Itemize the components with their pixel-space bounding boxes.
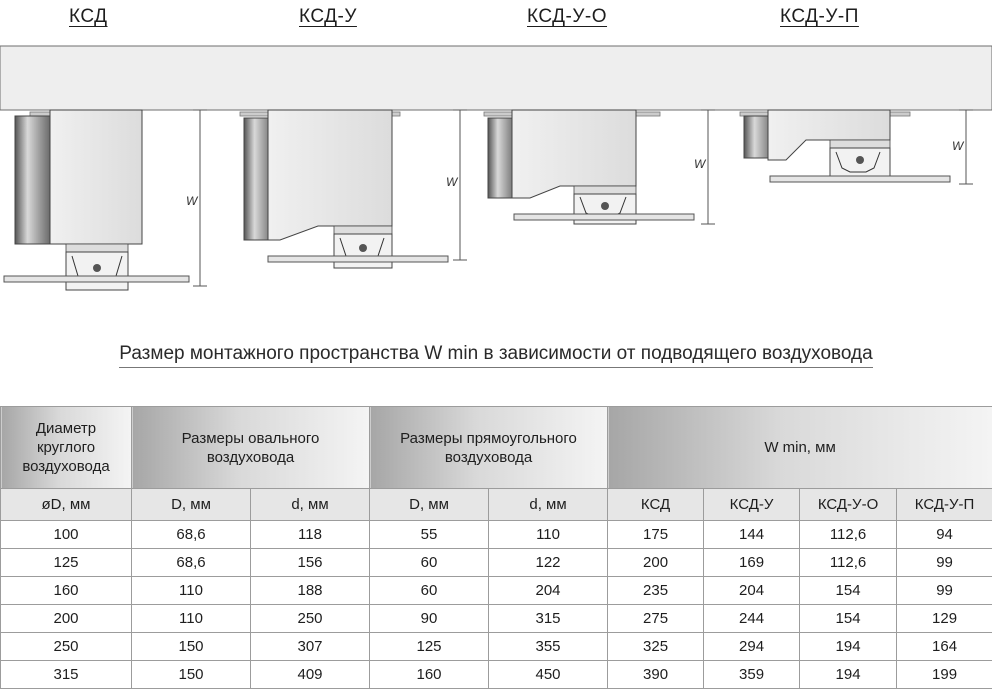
table-cell: 110 xyxy=(132,605,251,633)
table-cell: 144 xyxy=(704,521,800,549)
table-cell: 68,6 xyxy=(132,521,251,549)
ceiling-slab xyxy=(0,46,992,110)
table-cell: 154 xyxy=(800,577,897,605)
table-cell: 156 xyxy=(251,549,370,577)
unit-ksd-u-p xyxy=(740,110,973,184)
table-cell: 307 xyxy=(251,633,370,661)
table-cell: 199 xyxy=(897,661,992,689)
table-cell: 275 xyxy=(608,605,704,633)
table-cell: 355 xyxy=(489,633,608,661)
label-ksd-u-p: КСД-У-П xyxy=(780,6,859,27)
table-cell: 200 xyxy=(608,549,704,577)
dimension-w: W xyxy=(694,157,706,171)
subheader-cell: КСД-У-П xyxy=(897,489,992,521)
duct-pipe xyxy=(15,116,51,244)
table-cell: 129 xyxy=(897,605,992,633)
header-diameter: Диаметр круглого воздуховода xyxy=(1,407,132,489)
table-cell: 359 xyxy=(704,661,800,689)
subheader-cell: КСД-У xyxy=(704,489,800,521)
dimension-w: W xyxy=(952,139,964,153)
table-cell: 235 xyxy=(608,577,704,605)
unit-ksd-u-o xyxy=(484,110,715,224)
table-cell: 94 xyxy=(897,521,992,549)
table-cell: 315 xyxy=(489,605,608,633)
table-row xyxy=(1,633,992,661)
table-row xyxy=(1,549,992,577)
table-cell: 150 xyxy=(132,633,251,661)
table-cell: 194 xyxy=(800,661,897,689)
table-cell: 122 xyxy=(489,549,608,577)
plenum-box xyxy=(50,110,142,244)
header-oval: Размеры овального воздуховода xyxy=(132,407,370,489)
table-cell: 315 xyxy=(1,661,132,689)
table-cell: 160 xyxy=(370,661,489,689)
ceiling-panel xyxy=(268,256,448,262)
table-cell: 204 xyxy=(704,577,800,605)
plenum-box xyxy=(512,110,636,198)
table-caption: Размер монтажного пространства W min в зависимости от подводящего воздуховода xyxy=(0,343,992,365)
subheader-cell: КСД-У-О xyxy=(800,489,897,521)
unit-ksd-u xyxy=(240,110,467,268)
unit-ksd xyxy=(4,110,207,290)
table-cell: 55 xyxy=(370,521,489,549)
table-cell: 204 xyxy=(489,577,608,605)
table-cell: 112,6 xyxy=(800,521,897,549)
table-cell: 125 xyxy=(370,633,489,661)
table-cell: 100 xyxy=(1,521,132,549)
ceiling-panel xyxy=(770,176,950,182)
label-ksd-u-o: КСД-У-О xyxy=(527,6,608,27)
table-cell: 390 xyxy=(608,661,704,689)
ceiling-panel xyxy=(4,276,189,282)
subheader-cell: КСД xyxy=(608,489,704,521)
wmin-table xyxy=(0,406,992,689)
table-row xyxy=(1,605,992,633)
table-cell: 194 xyxy=(800,633,897,661)
table-cell: 175 xyxy=(608,521,704,549)
subheader-cell: d, мм xyxy=(489,489,608,521)
table-cell: 200 xyxy=(1,605,132,633)
table-cell: 244 xyxy=(704,605,800,633)
table-cell: 154 xyxy=(800,605,897,633)
header-rect: Размеры прямоугольного воздуховода xyxy=(370,407,608,489)
table-cell: 450 xyxy=(489,661,608,689)
subheader-row xyxy=(1,489,992,521)
label-ksd-u: КСД-У xyxy=(299,6,357,27)
table-cell: 250 xyxy=(251,605,370,633)
dimension-w: W xyxy=(186,194,198,208)
installation-diagram xyxy=(0,0,992,320)
header-wmin: W min, мм xyxy=(608,407,992,489)
table-cell: 60 xyxy=(370,577,489,605)
plenum-box xyxy=(268,110,392,240)
table-cell: 90 xyxy=(370,605,489,633)
table-row xyxy=(1,661,992,689)
table-cell: 188 xyxy=(251,577,370,605)
table-cell: 169 xyxy=(704,549,800,577)
table-cell: 294 xyxy=(704,633,800,661)
table-cell: 99 xyxy=(897,577,992,605)
table-cell: 164 xyxy=(897,633,992,661)
subheader-cell: D, мм xyxy=(370,489,489,521)
table-cell: 110 xyxy=(489,521,608,549)
subheader-cell: øD, мм xyxy=(1,489,132,521)
table-row xyxy=(1,521,992,549)
table-cell: 160 xyxy=(1,577,132,605)
table-cell: 325 xyxy=(608,633,704,661)
table-cell: 409 xyxy=(251,661,370,689)
table-cell: 118 xyxy=(251,521,370,549)
table-cell: 150 xyxy=(132,661,251,689)
dimension-w: W xyxy=(446,175,458,189)
table-cell: 60 xyxy=(370,549,489,577)
table-cell: 112,6 xyxy=(800,549,897,577)
ceiling-panel xyxy=(514,214,694,220)
table-cell: 125 xyxy=(1,549,132,577)
label-ksd: КСД xyxy=(69,6,108,27)
table-cell: 110 xyxy=(132,577,251,605)
subheader-cell: d, мм xyxy=(251,489,370,521)
table-cell: 250 xyxy=(1,633,132,661)
table-cell: 68,6 xyxy=(132,549,251,577)
table-cell: 99 xyxy=(897,549,992,577)
subheader-cell: D, мм xyxy=(132,489,251,521)
table-row xyxy=(1,577,992,605)
